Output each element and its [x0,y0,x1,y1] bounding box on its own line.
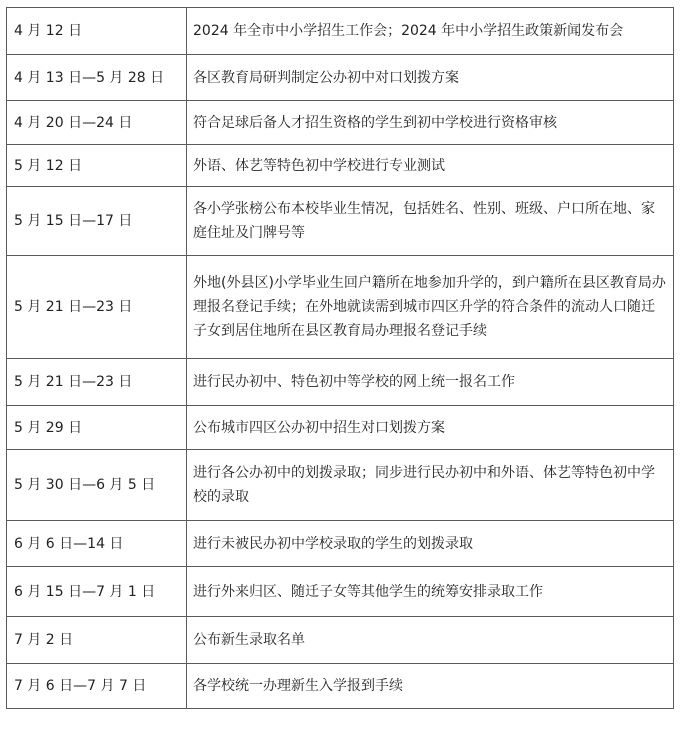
table-row [7,8,674,55]
event-cell: 进行未被民办初中学校录取的学生的划拨录取 [187,521,674,567]
event-cell: 进行民办初中、特色初中等学校的网上统一报名工作 [187,359,674,406]
table-row [7,101,674,145]
event-cell: 外语、体艺等特色初中学校进行专业测试 [187,145,674,187]
enrollment-schedule-table [6,7,674,709]
date-cell: 4 月 20 日—24 日 [7,101,187,145]
date-cell: 6 月 15 日—7 月 1 日 [7,567,187,617]
event-cell: 各小学张榜公布本校毕业生情况，包括姓名、性别、班级、户口所在地、家庭住址及门牌号等 [187,187,674,256]
table-row [7,617,674,664]
event-cell: 公布新生录取名单 [187,617,674,664]
date-cell: 5 月 12 日 [7,145,187,187]
table-row [7,145,674,187]
table-row [7,359,674,406]
date-cell: 6 月 6 日—14 日 [7,521,187,567]
date-cell: 5 月 15 日—17 日 [7,187,187,256]
date-cell: 5 月 30 日—6 月 5 日 [7,450,187,521]
date-cell: 5 月 29 日 [7,406,187,450]
table-row [7,567,674,617]
event-cell: 公布城市四区公办初中招生对口划拨方案 [187,406,674,450]
date-cell: 5 月 21 日—23 日 [7,256,187,359]
event-cell: 进行各公办初中的划拨录取；同步进行民办初中和外语、体艺等特色初中学校的录取 [187,450,674,521]
table-row [7,187,674,256]
table-row [7,521,674,567]
event-cell: 符合足球后备人才招生资格的学生到初中学校进行资格审核 [187,101,674,145]
table-row [7,664,674,709]
event-cell: 各学校统一办理新生入学报到手续 [187,664,674,709]
table-row [7,450,674,521]
date-cell: 4 月 13 日—5 月 28 日 [7,55,187,101]
table-row [7,256,674,359]
event-cell: 外地(外县区)小学毕业生回户籍所在地参加升学的，到户籍所在县区教育局办理报名登记手续；在外地就读需到城市四区升学的符合条件的流动人口随迁子女到居住地所在县区教育局办理报名登记手续 [187,256,674,359]
table-row [7,406,674,450]
date-cell: 5 月 21 日—23 日 [7,359,187,406]
table-row [7,55,674,101]
date-cell: 4 月 12 日 [7,8,187,55]
event-cell: 各区教育局研判制定公办初中对口划拨方案 [187,55,674,101]
date-cell: 7 月 2 日 [7,617,187,664]
date-cell: 7 月 6 日—7 月 7 日 [7,664,187,709]
event-cell: 2024 年全市中小学招生工作会；2024 年中小学招生政策新闻发布会 [187,8,674,55]
event-cell: 进行外来归区、随迁子女等其他学生的统筹安排录取工作 [187,567,674,617]
schedule-table-body [7,8,674,709]
